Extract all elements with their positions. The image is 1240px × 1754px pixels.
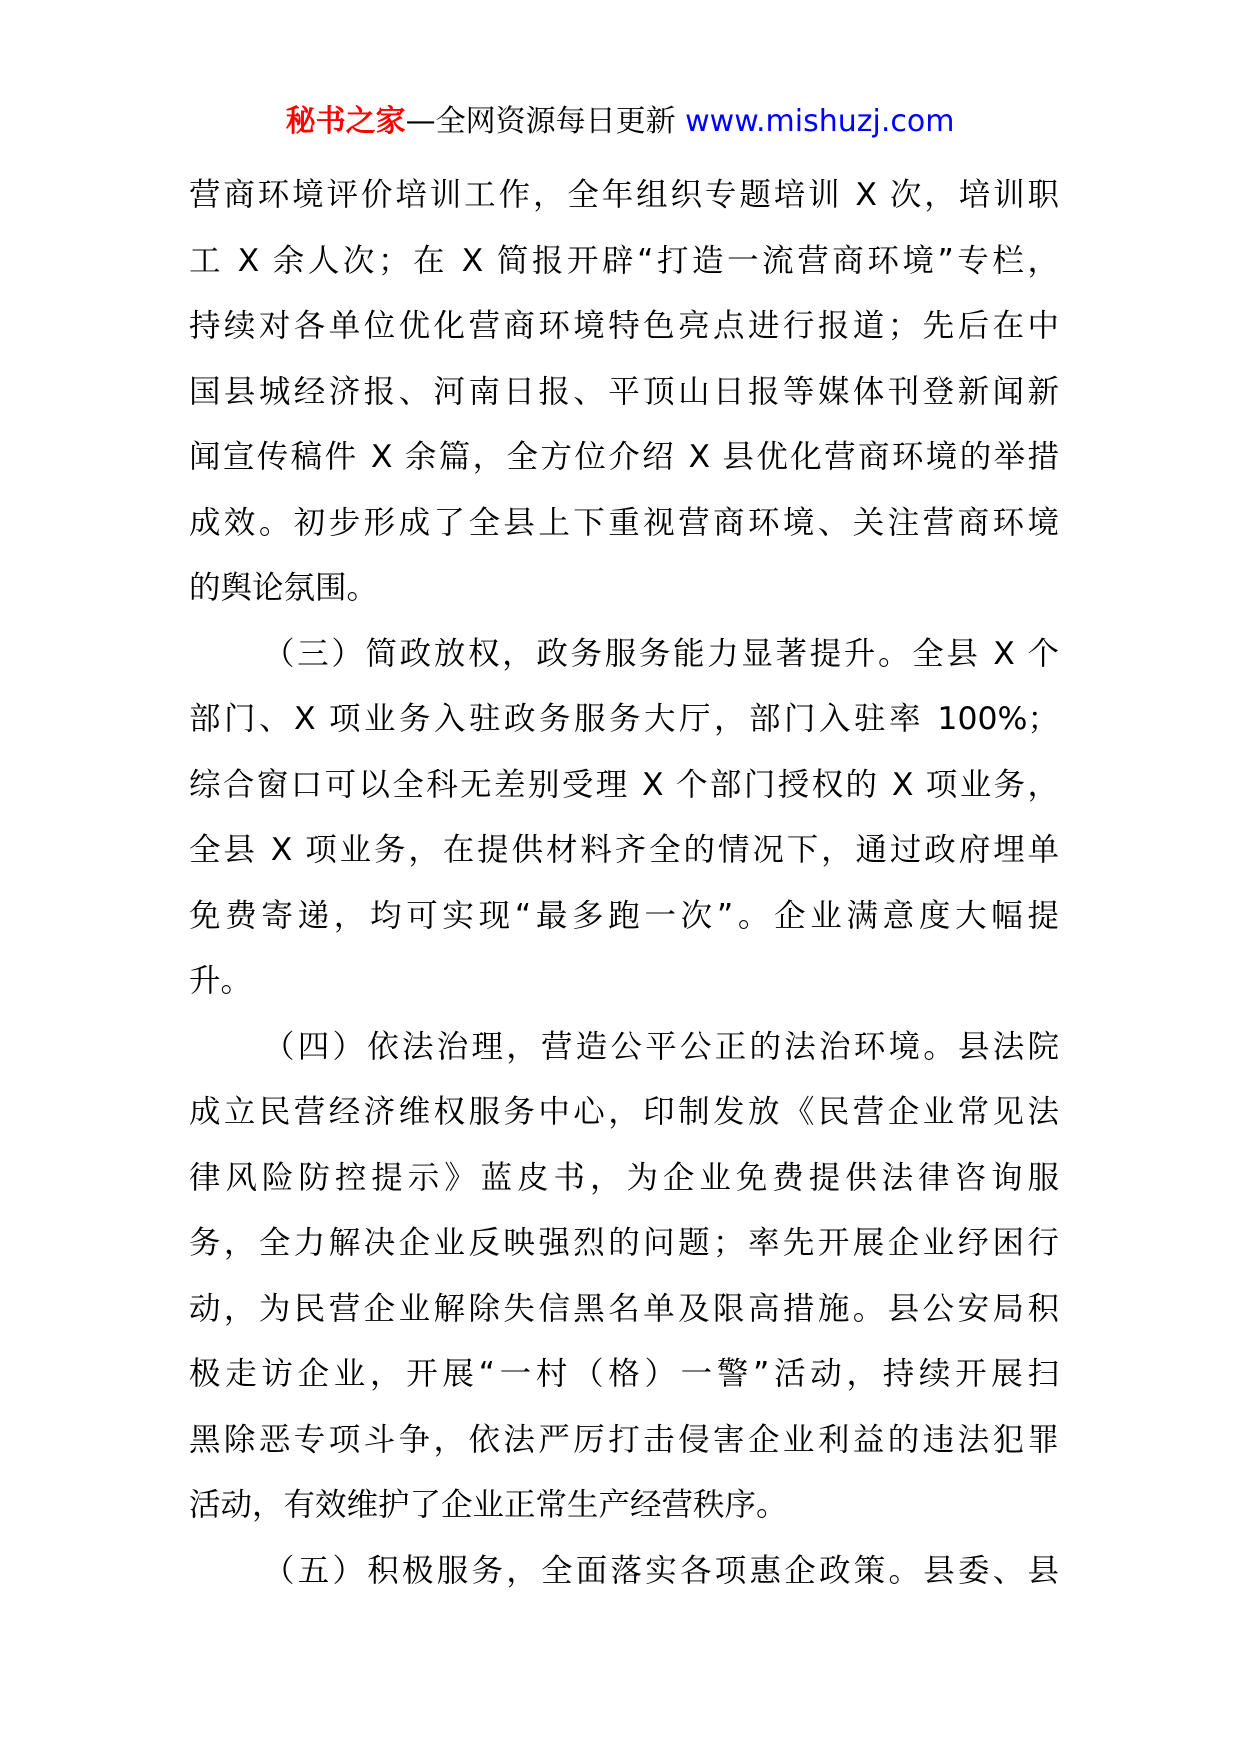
text-line: 部门、X 项业务入驻政务服务大厅，部门入驻率 100%； xyxy=(189,701,1059,737)
text-line: 国县城经济报、河南日报、平顶山日报等媒体刊登新闻新 xyxy=(189,373,1059,410)
text-line: 免费寄递，均可实现“最多跑一次”。企业满意度大幅提 xyxy=(189,897,1059,934)
text-line: 的舆论氛围。 xyxy=(189,570,379,606)
text-line: 成立民营经济维权服务中心，印制发放《民营企业常见法 xyxy=(189,1094,1059,1130)
text-line: 营商环境评价培训工作，全年组织专题培训 X 次，培训职 xyxy=(189,177,1059,213)
text-line: 闻宣传稿件 X 余篇，全方位介绍 X 县优化营商环境的举措 xyxy=(189,439,1059,475)
text-line: 升。 xyxy=(189,963,253,999)
section-heading-line: （四）依法治理，营造公平公正的法治环境。县法院 xyxy=(263,1028,1059,1065)
section-heading-line: （三）简政放权，政务服务能力显著提升。全县 X 个 xyxy=(263,635,1059,672)
document-body xyxy=(189,163,1059,1604)
text-line: 务，全力解决企业反映强烈的问题；率先开展企业纾困行 xyxy=(189,1225,1059,1261)
text-line: 律风险防控提示》蓝皮书，为企业免费提供法律咨询服 xyxy=(189,1159,1059,1196)
text-line: 成效。初步形成了全县上下重视营商环境、关注营商环境 xyxy=(189,504,1059,541)
text-line: 工 X 余人次；在 X 简报开辟“打造一流营商环境”专栏， xyxy=(189,242,1059,279)
text-line: 全县 X 项业务，在提供材料齐全的情况下，通过政府埋单 xyxy=(189,832,1059,868)
text-line: 综合窗口可以全科无差别受理 X 个部门授权的 X 项业务， xyxy=(189,766,1059,803)
text-line: 持续对各单位优化营商环境特色亮点进行报道；先后在中 xyxy=(189,308,1059,344)
header-tagline: —全网资源每日更新 xyxy=(405,104,676,139)
section-heading-line: （五）积极服务，全面落实各项惠企政策。县委、县 xyxy=(263,1552,1059,1589)
text-line: 动，为民营企业解除失信黑名单及限高措施。县公安局积 xyxy=(189,1290,1059,1327)
text-line: 黑除恶专项斗争，依法严厉打击侵害企业利益的违法犯罪 xyxy=(189,1421,1059,1458)
website-link[interactable]: www.mishuzj.com xyxy=(685,104,955,139)
page-header xyxy=(0,100,1240,144)
text-line: 极走访企业，开展“一村（格）一警”活动，持续开展扫 xyxy=(189,1356,1059,1392)
text-line: 活动，有效维护了企业正常生产经营秩序。 xyxy=(189,1487,788,1523)
brand-name: 秘书之家 xyxy=(285,104,406,139)
